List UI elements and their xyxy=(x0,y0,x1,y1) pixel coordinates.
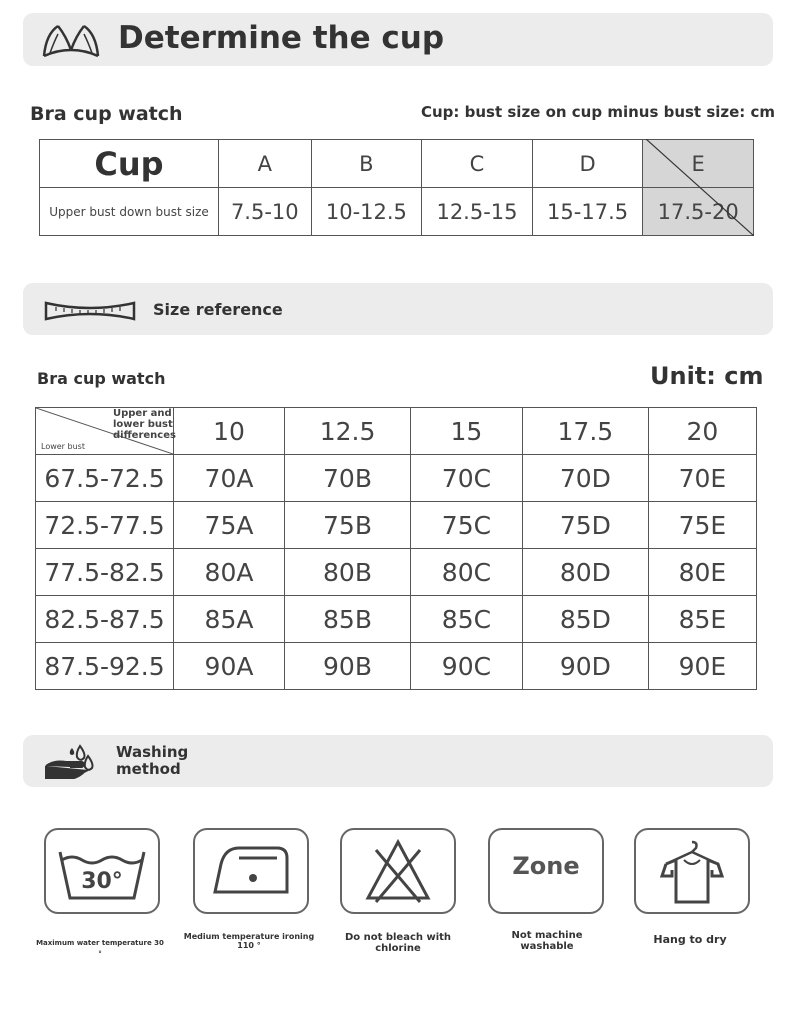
section-title-cup: Determine the cup xyxy=(118,20,445,56)
cup-a: A xyxy=(219,140,312,188)
size-cell: 75D xyxy=(522,502,648,549)
row-label: 87.5-92.5 xyxy=(36,643,174,690)
column-header: 20 xyxy=(648,408,756,455)
hand-washing-icon xyxy=(44,742,98,780)
size-cell: 90E xyxy=(648,643,756,690)
table-row xyxy=(36,549,757,596)
table-row xyxy=(36,455,757,502)
no-bleach-graphic xyxy=(342,830,454,912)
cup-e: E xyxy=(643,140,754,188)
caption-hang: Hang to dry xyxy=(653,933,727,946)
row-label: Upper bust down bust size xyxy=(40,188,219,236)
size-cell: 80C xyxy=(411,549,523,596)
row-label: 77.5-82.5 xyxy=(36,549,174,596)
size-cell: 75A xyxy=(174,502,285,549)
column-header: 12.5 xyxy=(285,408,411,455)
caption-machine: Not machine washable xyxy=(511,930,583,952)
range-e: 17.5-20 xyxy=(643,188,754,236)
range-d: 15-17.5 xyxy=(532,188,643,236)
cup-d: D xyxy=(532,140,643,188)
iron-medium-icon xyxy=(193,828,309,914)
size-cell: 70A xyxy=(174,455,285,502)
range-a: 7.5-10 xyxy=(219,188,312,236)
size-cell: 70D xyxy=(522,455,648,502)
size-cell: 90B xyxy=(285,643,411,690)
shirt-on-hanger-graphic xyxy=(636,830,748,912)
size-cell: 75B xyxy=(285,502,411,549)
size-cell: 85C xyxy=(411,596,523,643)
tape-measure-icon xyxy=(42,297,138,325)
cup-c: C xyxy=(422,140,533,188)
range-c: 12.5-15 xyxy=(422,188,533,236)
cup-note: Cup: bust size on cup minus bust size: cm xyxy=(421,103,776,121)
bra-icon xyxy=(40,20,102,60)
size-cell: 90C xyxy=(411,643,523,690)
section-title-size: Size reference xyxy=(153,300,283,319)
size-cell: 85E xyxy=(648,596,756,643)
row-label: 82.5-87.5 xyxy=(36,596,174,643)
iron-graphic xyxy=(195,830,307,912)
range-b: 10-12.5 xyxy=(311,188,422,236)
section-title-washing: Washing method xyxy=(116,743,189,778)
corner-cell xyxy=(36,408,174,455)
cup-b: B xyxy=(311,140,422,188)
wash-temp-symbol: 30° xyxy=(81,869,123,894)
wash-30-icon xyxy=(44,828,160,914)
size-cell: 80D xyxy=(522,549,648,596)
size-cell: 70B xyxy=(285,455,411,502)
size-cell: 75C xyxy=(411,502,523,549)
table-row xyxy=(36,502,757,549)
column-header: 15 xyxy=(411,408,523,455)
size-cell: 75E xyxy=(648,502,756,549)
row-label: 72.5-77.5 xyxy=(36,502,174,549)
hang-dry-icon xyxy=(634,828,750,914)
column-header: 10 xyxy=(174,408,285,455)
size-cell: 80E xyxy=(648,549,756,596)
table-row xyxy=(36,596,757,643)
size-cell: 85B xyxy=(285,596,411,643)
column-header: 17.5 xyxy=(522,408,648,455)
caption-iron: Medium temperature ironing 110 ° xyxy=(183,932,315,950)
unit-label: Unit: cm xyxy=(650,362,764,390)
size-cell: 70C xyxy=(411,455,523,502)
size-cell: 90A xyxy=(174,643,285,690)
caption-bleach: Do not bleach with chlorine xyxy=(344,932,452,954)
size-cell: 90D xyxy=(522,643,648,690)
size-cell: 80A xyxy=(174,549,285,596)
table-label: Bra cup watch xyxy=(37,369,166,388)
caption-wash-temp: Maximum water temperature 30 ° xyxy=(36,939,164,958)
cup-header: Cup xyxy=(40,140,219,188)
size-cell: 85D xyxy=(522,596,648,643)
wash-tub-graphic xyxy=(46,830,158,912)
corner-bottom-label: Lower bust xyxy=(41,442,85,451)
size-table xyxy=(35,407,757,690)
zone-symbol: Zone xyxy=(512,852,580,880)
zone-icon xyxy=(488,828,604,914)
corner-top-label: Upper and lower bust differences xyxy=(113,408,176,441)
size-cell: 70E xyxy=(648,455,756,502)
table-label: Bra cup watch xyxy=(30,103,183,125)
diagonal-line xyxy=(646,139,754,236)
size-cell: 85A xyxy=(174,596,285,643)
no-bleach-icon xyxy=(340,828,456,914)
table-row xyxy=(36,643,757,690)
table-row xyxy=(36,408,757,455)
size-cell: 80B xyxy=(285,549,411,596)
row-label: 67.5-72.5 xyxy=(36,455,174,502)
